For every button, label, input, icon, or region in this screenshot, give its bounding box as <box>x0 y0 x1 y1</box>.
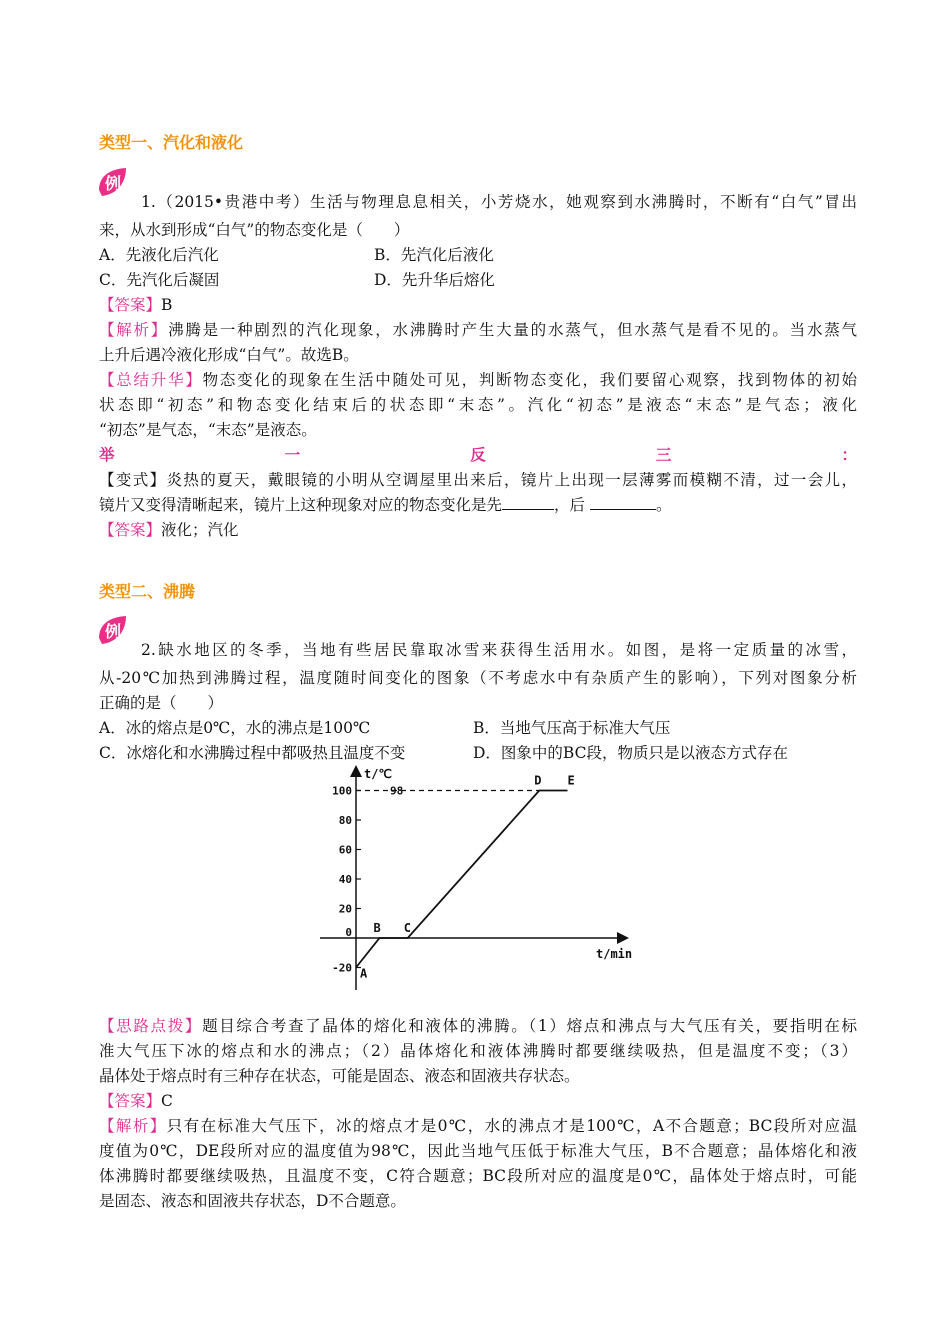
analysis-tag: 【解析】 <box>99 1117 167 1135</box>
y-tick-label: 80 <box>338 814 352 827</box>
question-2-line-2: 从-20℃加热到沸腾过程，温度随时间变化的图象（不考虑水中有杂质产生的影响），下列对图象分析 <box>99 669 857 687</box>
answer-1 <box>99 293 172 317</box>
section-heading-2: 类型二、沸腾 <box>99 582 196 601</box>
variant-text: 炎热的夏天，戴眼镜的小明从空调屋里出来后，镜片上出现一层薄雾而模糊不清，过一会儿， <box>166 471 857 489</box>
option-a: A．先液化后汽化 <box>99 246 219 264</box>
section-heading-1: 类型一、汽化和液化 <box>99 133 244 152</box>
y-axis-label: t/℃ <box>364 767 392 781</box>
analysis-2-line-4: 是固态、液态和固液共存状态，D不合题意。 <box>99 1192 406 1210</box>
variant-line-2 <box>99 493 671 517</box>
example-icon <box>96 614 130 646</box>
point-labels <box>360 774 575 981</box>
summary-line-1 <box>99 368 857 392</box>
summary-line-2: 状态即“初态”和物态变化结束后的状态即“末态”。汽化“初态”是液态“末态”是气态；液化 <box>99 396 857 414</box>
option-b: B．当地气压高于标准大气压 <box>473 719 671 737</box>
answer-2 <box>99 1089 173 1113</box>
jufan-heading <box>99 443 857 467</box>
temperature-curve <box>356 791 568 968</box>
y-tick-label: 0 <box>345 926 352 939</box>
point-label-c: C <box>403 921 411 935</box>
variant-answer <box>99 518 239 542</box>
y-tick-label: -20 <box>332 961 352 975</box>
variant-text: ，后 <box>554 496 586 514</box>
analysis-2-line-2: 度值为0℃，DE段所对应的温度值为98℃，因此当地气压低于标准大气压，B不合题意；晶体熔化和液 <box>99 1142 857 1160</box>
point-label-a: A <box>360 966 368 981</box>
thinking-tag: 【思路点拨】 <box>99 1017 203 1035</box>
variant-text: 。 <box>655 496 672 514</box>
summary-text: 物态变化的现象在生活中随处可见，判断物态变化，我们要留心观察，找到物体的初始 <box>202 371 857 389</box>
boiling-point-label: 98 <box>390 784 404 798</box>
answer-value: B <box>161 296 173 314</box>
y-tick-label: 20 <box>338 902 352 916</box>
option-d: D．先升华后熔化 <box>374 271 495 289</box>
variant-text: 镜片又变得清晰起来，镜片上这种现象对应的物态变化是先 <box>99 496 503 514</box>
svg-text:例: 例 <box>104 174 122 193</box>
option-c: C．先汽化后凝固 <box>99 271 220 289</box>
option-d: D．图象中的BC段，物质只是以液态方式存在 <box>473 744 788 762</box>
thinking-line-2: 准大气压下冰的熔点和水的沸点；（2）晶体熔化和液体沸腾时都要继续吸热，但是温度不变；（3） <box>99 1042 857 1060</box>
y-tick-label: 100 <box>332 784 352 798</box>
jufan-char: 举 <box>99 445 115 464</box>
point-label-e: E <box>567 773 575 788</box>
svg-text:例: 例 <box>104 622 122 641</box>
question-2-line-1: 2.缺水地区的冬季，当地有些居民靠取冰雪来获得生活用水。如图，是将一定质量的冰雪， <box>141 641 857 659</box>
analysis-1-line-2: 上升后遇冷液化形成“白气”。故选B。 <box>99 346 359 364</box>
x-axis-label: t/min <box>596 947 633 961</box>
analysis-1-line-1 <box>99 318 857 342</box>
point-label-b: B <box>373 921 381 935</box>
analysis-text: 只有在标准大气压下，冰的熔点才是0℃，水的沸点才是100℃，A不合题意；BC段所对应温 <box>166 1117 857 1135</box>
question-1-line-1: 1.（2015•贵港中考）生活与物理息息相关，小芳烧水，她观察到水沸腾时，不断有“白气”冒出 <box>141 193 857 211</box>
option-c: C．冰熔化和水沸腾过程中都吸热且温度不变 <box>99 744 406 762</box>
answer-tag: 【答案】 <box>99 296 162 314</box>
answer-tag: 【答案】 <box>99 521 162 539</box>
question-2-line-3: 正确的是（ ） <box>99 694 224 712</box>
question-1-line-2: 来，从水到形成“白气”的物态变化是（ ） <box>99 221 410 239</box>
analysis-tag: 【解析】 <box>99 321 169 339</box>
thinking-text: 题目综合考查了晶体的熔化和液体的沸腾。（1）熔点和沸点与大气压有关，要指明在标 <box>202 1017 857 1035</box>
jufan-char: 反 <box>470 445 486 464</box>
thinking-line-3: 晶体处于熔点时有三种存在状态，可能是固态、液态和固液共存状态。 <box>99 1067 580 1085</box>
option-a: A．冰的熔点是0℃，水的沸点是100℃ <box>99 719 371 737</box>
point-label-d: D <box>534 773 542 788</box>
blank-1 <box>502 495 554 510</box>
variant-tag: 【变式】 <box>99 471 167 489</box>
analysis-2-line-3: 体沸腾时都要继续吸热，且温度不变，C符合题意；BC段所对应的温度是0℃，晶体处于熔点时，可能 <box>99 1167 857 1185</box>
analysis-text: 沸腾是一种剧烈的汽化现象，水沸腾时产生大量的水蒸气，但水蒸气是看不见的。当水蒸气 <box>168 321 857 339</box>
jufan-char: 一 <box>284 445 301 464</box>
answer-value: C <box>161 1092 173 1110</box>
example-icon <box>96 166 130 198</box>
jufan-char: 三 <box>655 445 672 464</box>
answer-tag: 【答案】 <box>99 1092 162 1110</box>
y-tick-label: 60 <box>338 843 352 857</box>
y-tick-label: 40 <box>338 873 352 886</box>
jufan-char: ： <box>841 445 857 464</box>
summary-line-3: “初态”是气态，“末态”是液态。 <box>99 421 317 439</box>
answer-value: 液化；汽化 <box>161 521 239 539</box>
option-b: B．先汽化后液化 <box>374 246 494 264</box>
temperature-time-chart <box>310 762 640 994</box>
thinking-line-1 <box>99 1014 857 1038</box>
variant-line-1 <box>99 468 857 492</box>
blank-2 <box>590 495 656 510</box>
summary-tag: 【总结升华】 <box>99 371 203 389</box>
analysis-2-line-1 <box>99 1114 857 1138</box>
